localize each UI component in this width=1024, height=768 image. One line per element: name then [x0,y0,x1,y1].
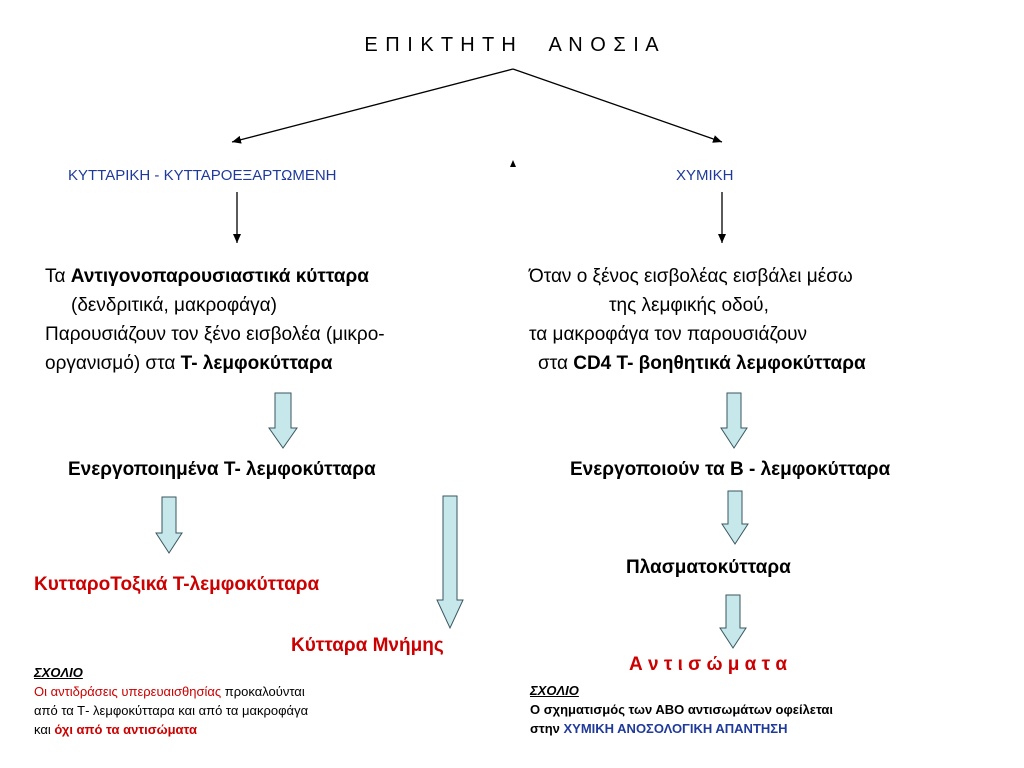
left-para-l4-pre: οργανισμό) στα [45,353,181,374]
left-note-line-2: από τα Τ- λεμφοκύτταρα και από τα μακροφάγα [34,703,309,718]
plasma-cells: Πλασματοκύτταρα [626,557,791,578]
branch-arrow-left [232,69,513,142]
title-text: Ε Π Ι Κ Τ Η Τ Η Α Ν Ο Σ Ι Α [364,34,660,56]
diagram-title [0,34,1024,57]
right-note-line-1: Ο σχηματισμός των ΑΒΟ αντισωμάτων οφείλεται [530,702,834,717]
left-para-line-1 [45,262,385,291]
memory-cells: Κύτταρα Μνήμης [291,635,444,656]
left-note-l1-rest: προκαλούνται [221,684,305,699]
left-note [34,663,308,739]
right-para-line-4 [529,349,866,378]
right-branch-label: ΧΥΜΙΚΗ [676,167,734,184]
left-note-line-3 [34,720,308,739]
left-branch-label: ΚΥΤΤΑΡΙΚΗ - ΚΥΤΤΑΡΟΕΞΑΡΤΩΜΕΝΗ [68,167,337,184]
t-lymphocytes-text: Τ- λεμφοκύτταρα [180,353,333,374]
left-para-line-2: (δενδριτικά, μακροφάγα) [71,295,277,316]
left-paragraph [45,262,385,378]
right-para-line-1: Όταν ο ξένος εισβολέας εισβάλει μέσω [529,266,853,287]
left-para-line-3: Παρουσιάζουν τον ξένο εισβολέα (μικρο- [45,324,385,345]
apc-cells-text: Αντιγονοπαρουσιαστικά κύτταρα [70,266,369,287]
right-note-l2-blue: ΧΥΜΙΚΗ ΑΝΟΣΟΛΟΓΙΚΗ ΑΠΑΝΤΗΣΗ [563,721,788,736]
block-arrow-right-3 [720,595,746,648]
branch-arrow-right [513,69,722,142]
small-up-arrow-icon [510,160,516,167]
left-note-l3-red: όχι από τα αντισώματα [54,722,197,737]
activated-t-cells: Ενεργοποιημένα Τ- λεμφοκύτταρα [68,459,376,480]
block-arrow-left-1 [269,393,297,448]
right-note-line-2 [530,719,833,738]
block-arrow-memory [437,496,463,628]
activate-b-cells: Ενεργοποιούν τα Β - λεμφοκύτταρα [570,459,891,480]
left-para-l1-pre: Τα [45,266,71,287]
right-note [530,681,833,738]
left-note-l1-red: Οι αντιδράσεις υπερευαισθησίας [34,684,222,699]
block-arrow-right-1 [721,393,747,448]
left-note-line-1 [34,682,308,701]
right-note-title: ΣΧΟΛΙΟ [530,683,579,698]
right-para-line-3: τα μακροφάγα τον παρουσιάζουν [529,324,808,345]
cytotoxic-t-cells: ΚυτταροΤοξικά Τ-λεμφοκύτταρα [34,574,320,595]
block-arrow-left-2 [156,497,182,553]
left-note-title: ΣΧΟΛΙΟ [34,665,83,680]
left-note-l3-pre: και [34,722,55,737]
cd4-helper-text: CD4 Τ- βοηθητικά λεμφοκύτταρα [573,353,866,374]
left-para-line-4 [45,349,385,378]
block-arrow-right-2 [722,491,748,544]
right-para-line-2: της λεμφικής οδού, [609,295,769,316]
right-para-l4-pre: στα [538,353,574,374]
right-paragraph [529,262,866,378]
right-note-l2-pre: στην [530,721,564,736]
antibodies: Α ν τ ι σ ώ μ α τ α [629,654,788,675]
